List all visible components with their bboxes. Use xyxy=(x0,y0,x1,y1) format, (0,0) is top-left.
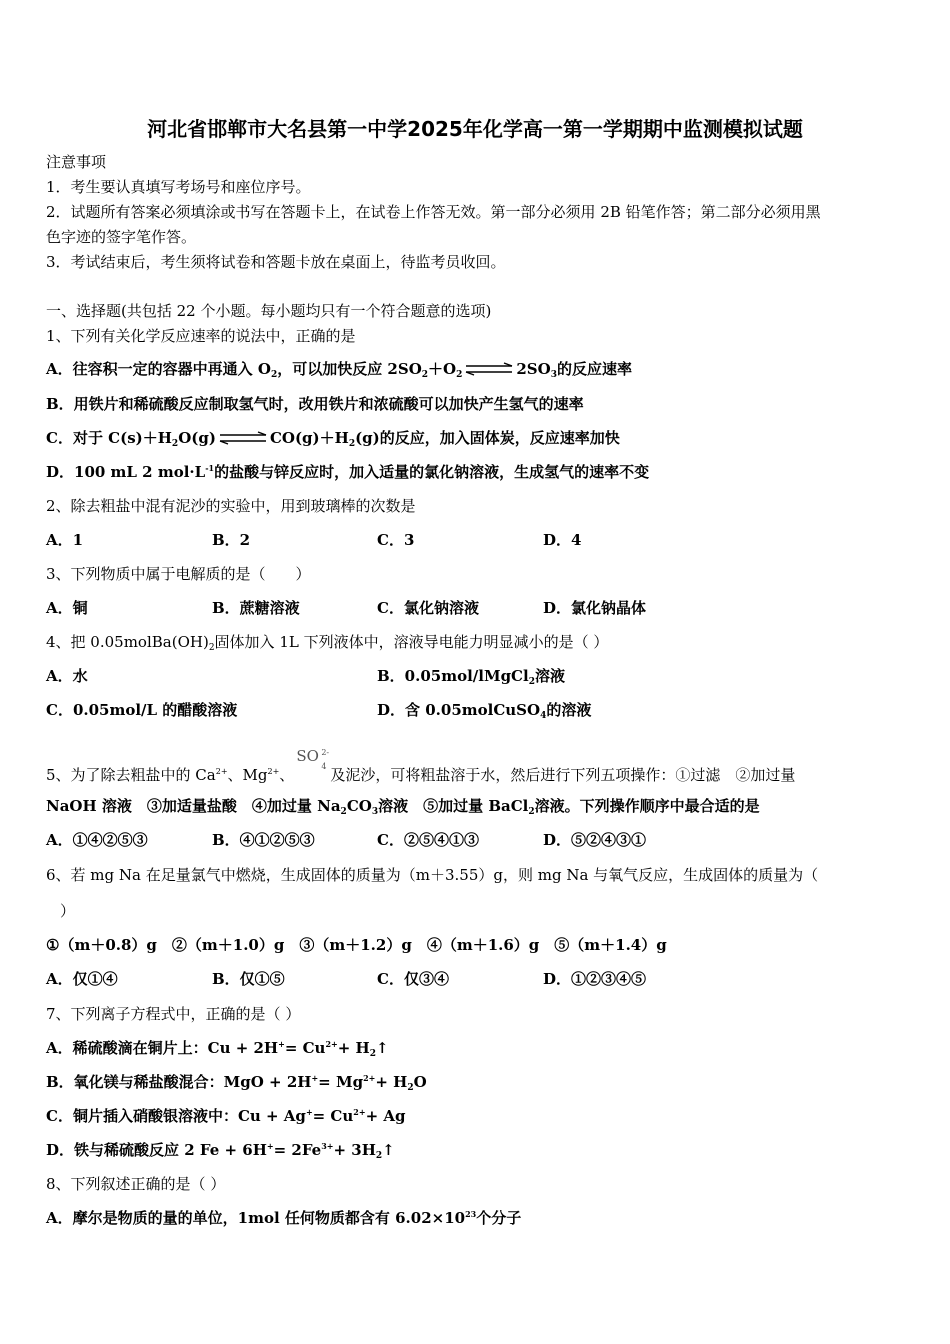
notice-item-2-cont: 色字迹的签字笔作答。 xyxy=(46,228,197,246)
q2-option-a: A．1 xyxy=(46,531,84,549)
q6-option-d: D．①②③④⑤ xyxy=(543,970,647,988)
notice-item-3: 3．考试结束后，考生须将试卷和答题卡放在桌面上，待监考员收回。 xyxy=(46,253,506,271)
notice-item-2: 2．试题所有答案必须填涂或书写在答题卡上，在试卷上作答无效。第一部分必须用 2B 铅笔作答；第二部分必须用黑 xyxy=(46,203,821,221)
q4-option-d: D．含 0.05molCuSO$_4$的溶液 xyxy=(377,701,592,721)
q3-option-a: A．铜 xyxy=(46,599,88,617)
q2-stem: 2、除去粗盐中混有泥沙的实验中，用到玻璃棒的次数是 xyxy=(46,497,416,515)
q6-stem: 6、若 mg Na 在足量氯气中燃烧，生成固体的质量为（m＋3.55）g，则 mg Na 与氧气反应，生成固体的质量为（ xyxy=(46,866,819,884)
q8-stem: 8、下列叙述正确的是（ ） xyxy=(46,1175,226,1193)
q5-option-a: A．①④②⑤③ xyxy=(46,831,148,849)
q3-option-c: C．氯化钠溶液 xyxy=(377,599,479,617)
q1-stem: 1、下列有关化学反应速率的说法中，正确的是 xyxy=(46,327,356,345)
q1-option-d: D．100 mL 2 $mol\cdot L^{-1}$的盐酸与锌反应时，加入适量的氯化钠溶液，生成氢气的速率不变 xyxy=(46,463,650,481)
q4-option-a: A．水 xyxy=(46,667,88,685)
notice-item-1: 1．考生要认真填写考场号和座位序号。 xyxy=(46,178,311,196)
q7-option-b: B．氧化镁与稀盐酸混合：MgO + $2H^+= Mg^{2+}+ H_2O$ xyxy=(46,1073,427,1093)
equilibrium-arrow-icon xyxy=(218,431,268,445)
q5-stem-cont: NaOH 溶液 ③加适量盐酸 ④加过量 $Na_2CO_3$溶液 ⑤加过量 BaCl$_2$溶液。下列操作顺序中最合适的是 xyxy=(46,797,760,817)
q4-option-c: C．0.05mol/L 的醋酸溶液 xyxy=(46,701,238,719)
q4-stem: 4、把 $0.05molBa(OH)_2$固体加入 1L 下列液体中，溶液导电能力明显减小的是（ ） xyxy=(46,633,609,653)
sulfate-ion-formula: SO 2- 4 xyxy=(296,747,330,771)
q6-option-a: A．仅①④ xyxy=(46,970,118,988)
q7-option-d: D．铁与稀硫酸反应 2 $Fe + 6H^+= 2Fe^{3+}+$ $3H_2↑$ xyxy=(46,1141,395,1161)
q3-stem: 3、下列物质中属于电解质的是（ ） xyxy=(46,565,311,583)
q1-option-c: C．对于 $C(s)+H_2O(g)$ $CO(g)+H_2(g)$的反应，加入固体炭，反应速率加快 xyxy=(46,429,620,449)
q2-option-b: B．2 xyxy=(212,531,251,549)
q4-option-b: B．0.05mol/lMgCl$_2$溶液 xyxy=(377,667,565,687)
q6-stem-cont: ） xyxy=(60,902,76,920)
q6-option-b: B．仅①⑤ xyxy=(212,970,285,988)
q7-option-a: A．稀硫酸滴在铜片上：$Cu + 2H^+= Cu^{2+}+$ $H_2↑$ xyxy=(46,1039,389,1059)
q6-choices: ①（m＋0.8）g ②（m＋1.0）g ③（m＋1.2）g ④（m＋1.6）g ⑤（m＋1.4）g xyxy=(46,936,667,954)
q5-stem: 5、为了除去粗盐中的 $Ca^{2+}$、$Mg^{2+}$、 SO 2- 4 及泥沙，可将粗盐溶于水，然后进行下列五项操作：①过滤 ②加过量 xyxy=(46,747,796,784)
equilibrium-arrow-icon xyxy=(464,362,514,376)
q3-option-b: B．蔗糖溶液 xyxy=(212,599,300,617)
q1-option-a: A．往容积一定的容器中再通入 $O_2$，可以加快反应 $2SO_2+O_2$ $2SO_3$的反应速率 xyxy=(46,360,632,380)
q3-option-d: D．氯化钠晶体 xyxy=(543,599,647,617)
notice-heading: 注意事项 xyxy=(46,153,107,171)
q2-option-d: D．4 xyxy=(543,531,582,549)
q6-option-c: C．仅③④ xyxy=(377,970,449,988)
q2-option-c: C．3 xyxy=(377,531,415,549)
q5-option-b: B．④①②⑤③ xyxy=(212,831,315,849)
q8-option-a: A．摩尔是物质的量的单位，1mol 任何物质都含有 $6.02\times 10^{23}$个分子 xyxy=(46,1209,522,1227)
q7-option-c: C．铜片插入硝酸银溶液中：$Cu + Ag^+= Cu^{2+}+ Ag$ xyxy=(46,1107,406,1125)
exam-title: 河北省邯郸市大名县第一中学2025年化学高一第一学期期中监测模拟试题 xyxy=(147,117,803,141)
q5-option-c: C．②⑤④①③ xyxy=(377,831,479,849)
section-heading: 一、选择题(共包括 22 个小题。每小题均只有一个符合题意的选项) xyxy=(46,302,492,320)
q1-option-b: B．用铁片和稀硫酸反应制取氢气时，改用铁片和浓硫酸可以加快产生氢气的速率 xyxy=(46,395,584,413)
q5-option-d: D．⑤②④③① xyxy=(543,831,647,849)
q7-stem: 7、下列离子方程式中，正确的是（ ） xyxy=(46,1005,301,1023)
